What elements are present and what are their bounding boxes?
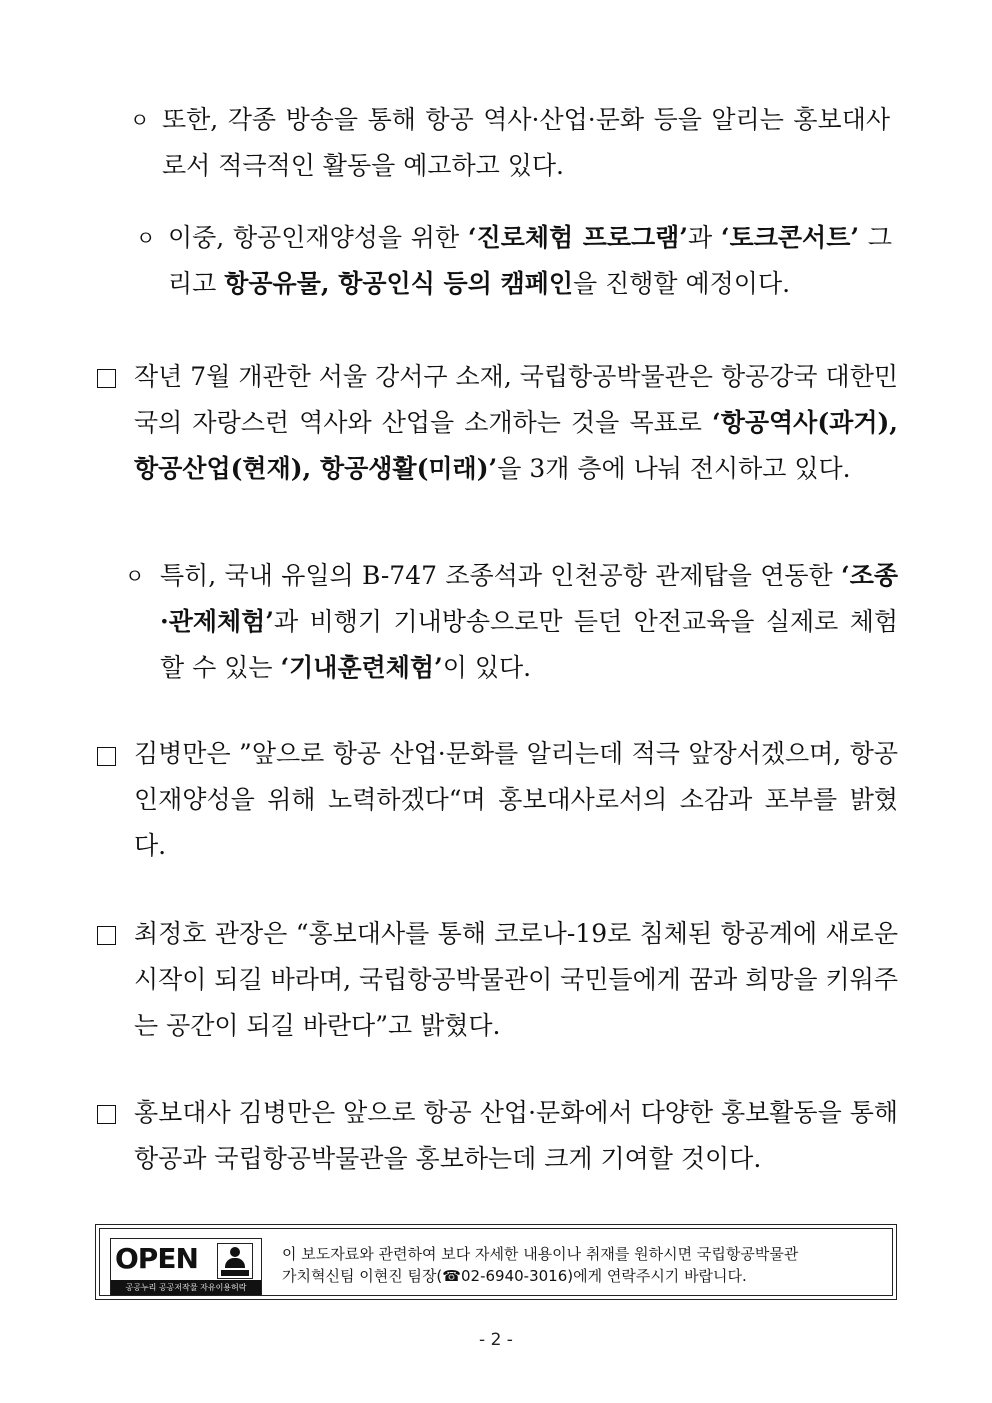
text-segment: 작년 7월 개관한 서울 강서구 소재, 국립항공박물관은 항공강국 대한민국의 자랑스런 역사와 산업을 소개하는 것을 목표로: [134, 362, 898, 437]
checkbox-bullet-icon: [97, 747, 116, 766]
text-segment: 과: [688, 223, 721, 252]
paragraph-text: 김병만은 ”앞으로 항공 산업·문화를 알리는데 적극 앞장서겠으며, 항공인재양성을 위해 노력하겠다“며 홍보대사로서의 소감과 포부를 밝혔다.: [134, 739, 898, 860]
bold-talk-concert: ‘토크콘서트’: [720, 223, 860, 252]
bold-cabin-training: ‘기내훈련체험’: [280, 653, 443, 682]
bold-cockpit-experience: ‘조종·관제체험’: [160, 561, 898, 636]
text-segment: 특히, 국내 유일의 B-747 조종석과 인천공항 관제탑을 연동한: [160, 561, 841, 590]
text-segment: 이중, 항공인재양성을 위한: [168, 223, 468, 252]
bold-campaign: 항공유물, 항공인식 등의 캠페인: [224, 269, 574, 298]
checkbox-bullet-icon: [97, 926, 116, 945]
paragraph-ambassador-quote: [134, 731, 898, 869]
paragraph-text: 최정호 관장은 “홍보대사를 통해 코로나-19로 침체된 항공계에 새로운 시작이 되길 바라며, 국립항공박물관이 국민들에게 꿈과 희망을 키워주는 공간이 되길 바란다”고 밝혔다.: [134, 919, 898, 1040]
paragraph-experiences: [160, 553, 898, 691]
checkbox-bullet-icon: [97, 369, 116, 388]
text-segment: 과 비행기 기내방송으로만 듣던 안전교육을 실제로 체험할 수 있는: [160, 607, 898, 682]
text-segment: 그리고: [168, 223, 892, 298]
checkbox-bullet-icon: [97, 1105, 116, 1124]
sub-bullet-marker: ㅇ: [136, 226, 156, 250]
paragraph-museum-intro: [134, 354, 898, 492]
paragraph-closing: [134, 1090, 898, 1182]
sub-bullet-marker: ㅇ: [125, 564, 145, 588]
license-strip-text: 공공누리 공공저작물 자유이용허락: [111, 1280, 261, 1295]
paragraph-director-quote: [134, 911, 898, 1049]
phone-icon: ☎: [442, 1267, 461, 1285]
contact-line-1: 이 보도자료와 관련하여 보다 자세한 내용이나 취재를 원하시면 국립항공박물관: [282, 1245, 799, 1263]
contact-name: 가치혁신팀 이현진 팀장(: [282, 1267, 443, 1285]
contact-phone: 02-6940-3016)에게 연락주시기 바랍니다.: [460, 1267, 747, 1285]
text-segment: 을 3개 층에 나눠 전시하고 있다.: [497, 454, 851, 483]
text-segment: 이 있다.: [442, 653, 532, 682]
attribution-person-icon: [217, 1243, 253, 1279]
contact-footer-box: [95, 1224, 897, 1300]
bold-career-program: ‘진로체험 프로그램’: [467, 223, 688, 252]
footer-inner-border: [99, 1228, 893, 1296]
contact-line-2: [282, 1265, 892, 1287]
text-segment: 을 진행할 예정이다.: [573, 269, 791, 298]
page-number: - 2 -: [479, 1330, 513, 1350]
contact-text: [282, 1243, 892, 1287]
paragraph-text: 또한, 각종 방송을 통해 항공 역사·산업·문화 등을 알리는 홍보대사로서 적극적인 활동을 예고하고 있다.: [162, 105, 890, 180]
paragraph-text: 홍보대사 김병만은 앞으로 항공 산업·문화에서 다양한 홍보활동을 통해 항공과 국립항공박물관을 홍보하는데 크게 기여할 것이다.: [134, 1098, 898, 1173]
paragraph-broadcast-activities: [162, 97, 890, 189]
open-license-badge: [110, 1238, 262, 1296]
bold-exhibit-floors: ‘항공역사(과거), 항공산업(현재), 항공생활(미래)’: [134, 408, 898, 483]
paragraph-programs: [168, 215, 892, 307]
sub-bullet-marker: ㅇ: [130, 108, 150, 132]
open-logo-text: OPEN: [115, 1242, 198, 1275]
